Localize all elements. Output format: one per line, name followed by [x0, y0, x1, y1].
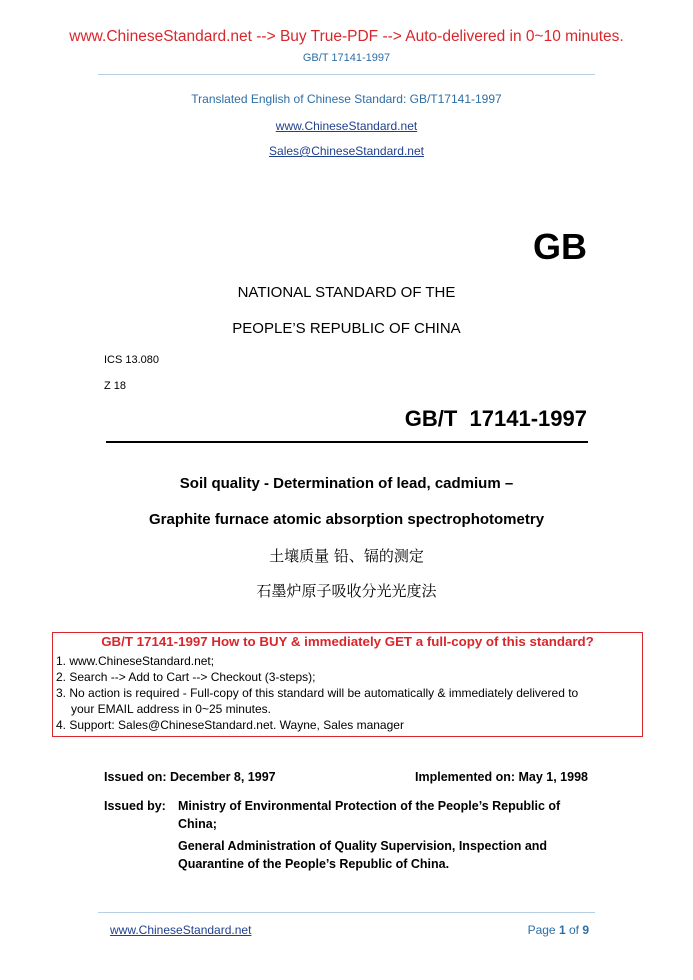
footer-divider — [98, 912, 595, 913]
header-divider — [98, 74, 595, 75]
promo-banner: www.ChineseStandard.net --> Buy True-PDF --> Auto-delivered in 0~10 minutes. — [69, 28, 624, 45]
page-of: of — [565, 923, 583, 937]
page-current: 1 — [558, 923, 566, 937]
gb-mark: GB — [533, 226, 587, 267]
page-prefix: Page — [527, 923, 559, 937]
purchase-step-continuation: your EMAIL address in 0~25 minutes. — [71, 702, 271, 716]
issuing-authorities — [178, 797, 590, 877]
standard-number: GB/T 17141-1997 — [404, 406, 587, 431]
national-standard-line2: PEOPLE’S REPUBLIC OF CHINA — [232, 320, 461, 337]
issued-on-date: Issued on: December 8, 1997 — [104, 770, 276, 784]
implemented-on-date: Implemented on: May 1, 1998 — [415, 770, 588, 784]
english-title-line2: Graphite furnace atomic absorption spectrophotometry — [148, 511, 545, 528]
national-standard-line1: NATIONAL STANDARD OF THE — [237, 284, 456, 301]
email-link[interactable]: Sales@ChineseStandard.net — [269, 144, 424, 158]
header-standard-code: GB/T 17141-1997 — [302, 52, 391, 64]
purchase-steps-list — [56, 653, 639, 733]
purchase-step: 4. Support: Sales@ChineseStandard.net. Wayne, Sales manager — [56, 718, 404, 732]
issuer-ministry: Ministry of Environmental Protection of the People’s Republic of China; — [178, 799, 561, 831]
translated-note: Translated English of Chinese Standard: GB/T17141-1997 — [191, 92, 502, 106]
purchase-step: 1. www.ChineseStandard.net; — [56, 654, 215, 668]
purchase-step: 3. No action is required - Full-copy of this standard will be automatically & immediately delivered to — [56, 686, 579, 700]
english-title-line1: Soil quality - Determination of lead, cadmium – — [179, 475, 514, 492]
purchase-info-box — [52, 632, 643, 737]
page-total: 9 — [582, 923, 589, 937]
website-link-row — [0, 117, 693, 135]
purchase-box-title: GB/T 17141-1997 How to BUY & immediately GET a full-copy of this standard? — [101, 634, 594, 649]
issuer-aqsiq: General Administration of Quality Supervision, Inspection and Quarantine of the People’s Republic of China. — [178, 839, 548, 871]
website-link[interactable]: www.ChineseStandard.net — [275, 119, 418, 133]
z-code: Z 18 — [104, 380, 127, 392]
chinese-title-line1: 土壤质量 铅、镉的测定 — [269, 547, 424, 565]
footer-website-link[interactable]: www.ChineseStandard.net — [110, 923, 252, 937]
ics-code: ICS 13.080 — [104, 354, 160, 366]
issued-by-label: Issued by: — [104, 799, 166, 813]
email-link-row — [0, 142, 693, 160]
title-divider — [106, 441, 588, 443]
chinese-title-line2: 石墨炉原子吸收分光光度法 — [256, 582, 437, 600]
purchase-step: 2. Search --> Add to Cart --> Checkout (3-steps); — [56, 670, 316, 684]
page-indicator — [528, 923, 589, 937]
